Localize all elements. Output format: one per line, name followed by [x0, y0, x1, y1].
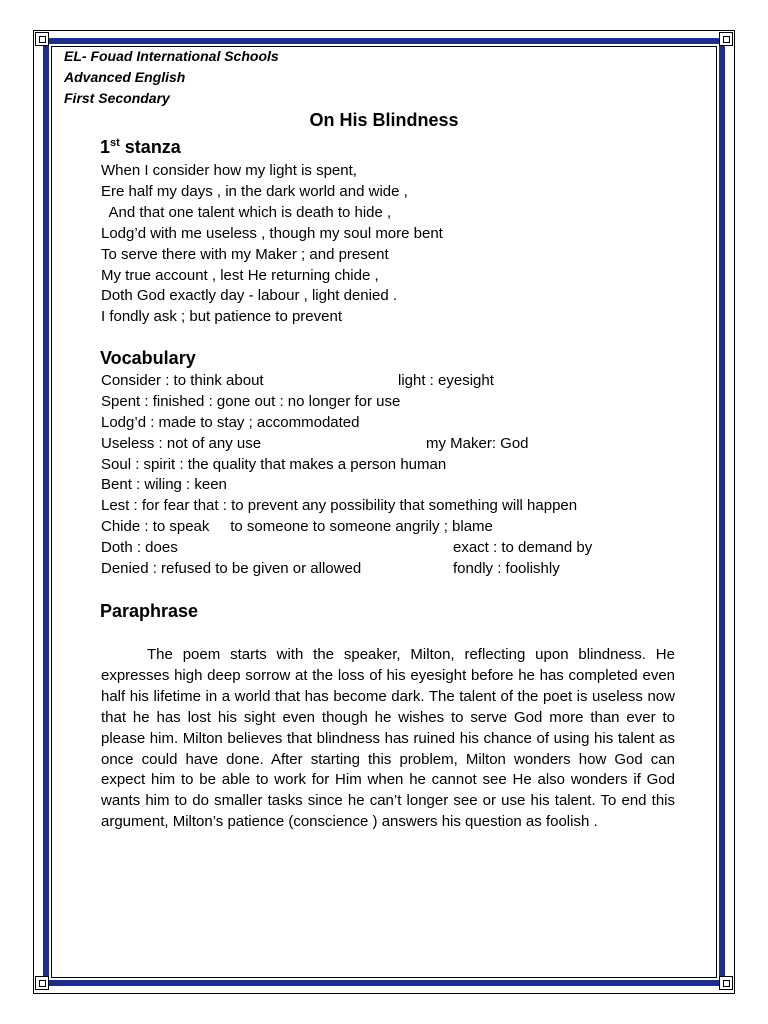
vocab-term: Chide : to speak to someone to someone angrily ; blame: [101, 518, 493, 536]
vocabulary-list: [101, 371, 701, 580]
vocab-row: [101, 496, 701, 517]
stanza-number: 1: [100, 137, 111, 157]
vocab-row: [101, 517, 701, 538]
corner-ornament: [35, 32, 49, 46]
grade-name: First Secondary: [64, 90, 170, 106]
poem-line: Lodg’d with me useless , though my soul more bent: [101, 224, 443, 242]
poem-line: Ere half my days , in the dark world and wide ,: [101, 182, 408, 200]
vocabulary-heading: Vocabulary: [100, 348, 196, 368]
vocab-row: [101, 413, 701, 434]
paraphrase-heading: Paraphrase: [100, 601, 199, 621]
stanza-ordinal-suffix: st: [110, 137, 120, 149]
stanza-heading: [100, 137, 181, 158]
poem-line: When I consider how my light is spent,: [101, 162, 357, 179]
vocab-row: [101, 434, 701, 455]
corner-ornament: [719, 976, 733, 990]
poem-title: On His Blindness: [309, 110, 459, 130]
stanza-word: stanza: [119, 137, 181, 157]
paraphrase-paragraph: The poem starts with the speaker, Milton, reflecting upon blindness. He expresses high deep sorrow at the loss of his eyesight before he has completed even half his lifetime in a world that has become dark. The talent of the poet is useless now that he has lost his sight even though he wishes to serve God more than ever to please him. Milton believes that blindness has ruined his chance of using his talent as once could have done. After starting this problem, Milton wonders how God can expect him to be able to work for Him when he cannot see He also wonders if God wants him to do smaller tasks since he can’t longer see or use his talent. To end this argument, Milton’s patience (conscience ) answers his question as foolish .: [101, 646, 675, 831]
vocab-term: light : eyesight: [398, 372, 494, 389]
document-header: [64, 46, 279, 109]
vocab-term: exact : to demand by: [453, 539, 593, 557]
vocab-term: Lodg’d : made to stay ; accommodated: [101, 413, 360, 431]
vocab-row: [101, 371, 701, 392]
vocab-term: Doth : does: [101, 539, 178, 557]
vocab-term: Denied : refused to be given or allowed: [101, 560, 362, 578]
vocab-term: Lest : for fear that : to prevent any possibility that something will happen: [101, 497, 578, 515]
poem-line: Doth God exactly day - labour , light denied .: [101, 287, 398, 305]
corner-ornament: [35, 976, 49, 990]
vocab-row: [101, 538, 701, 559]
vocab-term: fondly : foolishly: [453, 560, 560, 578]
poem-line: I fondly ask ; but patience to prevent: [101, 308, 342, 326]
vocab-term: my Maker: God: [426, 434, 529, 452]
corner-ornament: [719, 32, 733, 46]
vocab-term: Useless : not of any use: [101, 434, 262, 452]
poem-line: And that one talent which is death to hide ,: [101, 203, 392, 221]
poem-line: My true account , lest He returning chide ,: [101, 266, 379, 284]
school-name: EL- Fouad International Schools: [64, 48, 279, 64]
vocab-row: [101, 392, 701, 413]
subject-name: Advanced English: [64, 69, 186, 85]
vocab-row: [101, 559, 701, 580]
vocab-row: [101, 455, 701, 476]
poem-stanza: [101, 161, 443, 328]
poem-line: To serve there with my Maker ; and present: [101, 245, 389, 263]
vocab-term: Consider : to think about: [101, 372, 264, 389]
vocab-term: Bent : wiling : keen: [101, 476, 227, 494]
vocab-term: Spent : finished : gone out : no longer for use: [101, 392, 401, 410]
vocab-term: Soul : spirit : the quality that makes a person human: [101, 455, 447, 473]
vocab-row: [101, 475, 701, 496]
